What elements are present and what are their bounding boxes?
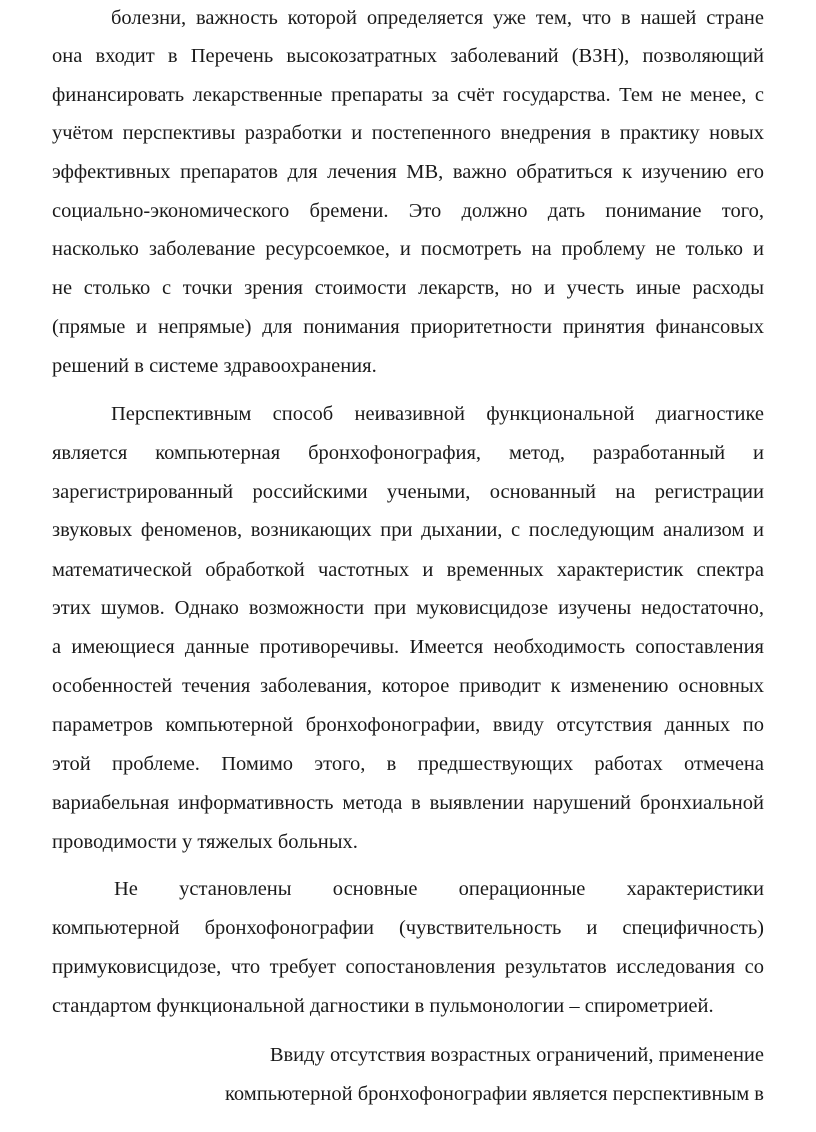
paragraph-2-line-7: а имеющиеся данные противоречивы. Имеется необходимость сопоставления <box>52 636 764 658</box>
paragraph-1-line-9: (прямые и непрямые) для понимания приоритетности принятия финансовых <box>52 316 764 338</box>
paragraph-2-line-2: является компьютерная бронхофонография, метод, разработанный и <box>52 442 764 464</box>
paragraph-1-line-8: не столько с точки зрения стоимости лекарств, но и учесть иные расходы <box>52 277 764 299</box>
paragraph-4-line-2: компьютерной бронхофонографии является перспективным в <box>225 1083 764 1105</box>
paragraph-1-line-7: насколько заболевание ресурсоемкое, и посмотреть на проблему не только и <box>52 238 764 260</box>
paragraph-3-line-3: примуковисцидозе, что требует сопостановления результатов исследования со <box>52 956 764 978</box>
paragraph-1-line-10: решений в системе здравоохранения. <box>52 355 377 377</box>
paragraph-1-line-3: финансировать лекарственные препараты за счёт государства. Тем не менее, с <box>52 84 764 106</box>
paragraph-3-line-1: Не установлены основные операционные характеристики <box>114 878 764 900</box>
paragraph-2-line-6: этих шумов. Однако возможности при муковисцидозе изучены недостаточно, <box>52 597 764 619</box>
paragraph-3-line-2: компьютерной бронхофонографии (чувствительность и специфичность) <box>52 917 764 939</box>
paragraph-2-line-1: Перспективным способ неивазивной функциональной диагностике <box>111 403 764 425</box>
paragraph-2-line-12: проводимости у тяжелых больных. <box>52 831 358 853</box>
paragraph-2-line-8: особенностей течения заболевания, которое приводит к изменению основных <box>52 675 764 697</box>
paragraph-2-line-5: математической обработкой частотных и временных характеристик спектра <box>52 559 764 581</box>
paragraph-2-line-10: этой проблеме. Помимо этого, в предшествующих работах отмечена <box>52 753 764 775</box>
paragraph-2-line-9: параметров компьютерной бронхофонографии, ввиду отсутствия данных по <box>52 714 764 736</box>
paragraph-1-line-6: социально-экономического бремени. Это должно дать понимание того, <box>52 200 764 222</box>
paragraph-4-line-1: Ввиду отсутствия возрастных ограничений, применение <box>269 1044 764 1066</box>
paragraph-2-line-11: вариабельная информативность метода в выявлении нарушений бронхиальной <box>52 792 764 814</box>
paragraph-1-line-1: болезни, важность которой определяется уже тем, что в нашей стране <box>111 7 764 29</box>
paragraph-1-line-5: эффективных препаратов для лечения МВ, важно обратиться к изучению его <box>52 161 764 183</box>
paragraph-3-line-4: стандартом функциональной дагностики в пульмонологии – спирометрией. <box>52 995 714 1017</box>
paragraph-2-line-4: звуковых феноменов, возникающих при дыхании, с последующим анализом и <box>52 519 764 541</box>
paragraph-1-line-2: она входит в Перечень высокозатратных заболеваний (ВЗН), позволяющий <box>52 45 764 67</box>
paragraph-2-line-3: зарегистрированный российскими учеными, основанный на регистрации <box>52 481 764 503</box>
paragraph-1-line-4: учётом перспективы разработки и постепенного внедрения в практику новых <box>52 122 764 144</box>
